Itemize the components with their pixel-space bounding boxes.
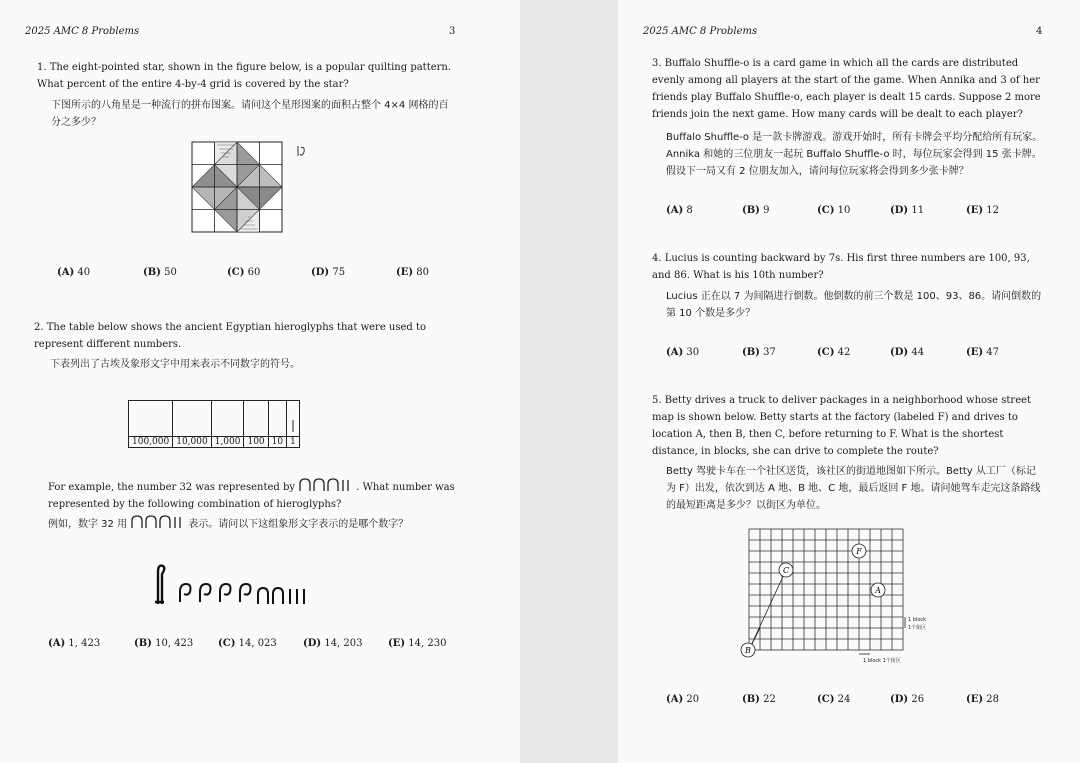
- table-value: 10,000: [173, 437, 212, 448]
- scale-vertical-en: 1 block: [908, 617, 927, 623]
- problem-5-text: 5. Betty drives a truck to deliver packages in a neighborhood whose street map is shown below. Betty starts at the factory (labeled F) and drives to location A, then B, then C, before returning to F. What is the shortest distance, in blocks, she can drive to complete the route?: [652, 395, 1032, 457]
- p2-choice-c[interactable]: (C) 14, 023: [218, 638, 277, 649]
- p5-choice-b[interactable]: (B) 22: [742, 694, 776, 705]
- page-header: 2025 AMC 8 Problems: [25, 26, 140, 37]
- map-label-f: F: [856, 547, 862, 556]
- p4-choice-b[interactable]: (B) 37: [742, 347, 776, 358]
- p1-choice-a[interactable]: (A) 40: [57, 267, 91, 278]
- hieroglyph-cell: [244, 401, 268, 437]
- p4-choice-d[interactable]: (D) 44: [890, 347, 925, 358]
- table-value: 100,000: [129, 437, 173, 448]
- hieroglyph-cell: [268, 401, 286, 437]
- table-value: 1,000: [211, 437, 244, 448]
- table-value: 1: [287, 437, 300, 448]
- hieroglyph-table: [128, 400, 300, 448]
- left-page: [0, 0, 520, 763]
- problem-4-text: 4. Lucius is counting backward by 7s. His first three numbers are 100, 93, and 86. What is his 10th number?: [652, 253, 1030, 281]
- street-map-figure: [738, 520, 968, 670]
- p5-choice-d[interactable]: (D) 26: [890, 694, 925, 705]
- p1-choice-b[interactable]: (B) 50: [143, 267, 177, 278]
- scale-horizontal: 1 block 1个街区: [863, 658, 901, 664]
- p2-choice-d[interactable]: (D) 14, 203: [303, 638, 363, 649]
- hieroglyph-32-icon: [298, 478, 356, 492]
- hieroglyph-cell: [211, 401, 244, 437]
- map-label-b: B: [745, 646, 751, 655]
- p2-choice-a[interactable]: (A) 1, 423: [48, 638, 101, 649]
- p1-choice-e[interactable]: (E) 80: [396, 267, 430, 278]
- p1-choice-c[interactable]: (C) 60: [227, 267, 261, 278]
- p3-choice-c[interactable]: (C) 10: [817, 205, 851, 216]
- p3-choice-d[interactable]: (D) 11: [890, 205, 925, 216]
- hieroglyph-32-icon: [130, 515, 188, 529]
- map-label-a: A: [875, 586, 881, 595]
- table-value: 10: [268, 437, 286, 448]
- problem-2-zh: 下表列出了古埃及象形文字中用来表示不同数字的符号。: [50, 359, 300, 370]
- right-page: [618, 0, 1080, 763]
- problem-2-text: 2. The table below shows the ancient Egyptian hieroglyphs that were used to represent different numbers.: [34, 322, 427, 350]
- page-header: 2025 AMC 8 Problems: [643, 26, 758, 37]
- p4-choice-a[interactable]: (A) 30: [666, 347, 700, 358]
- p5-choice-e[interactable]: (E) 28: [966, 694, 1000, 705]
- page-number: 4: [1036, 26, 1043, 37]
- p4-choice-e[interactable]: (E) 47: [966, 347, 1000, 358]
- problem-4-zh: Lucius 正在以 7 为间隔进行倒数。他倒数的前三个数是 100、93、86。请问倒数的第 10 个数是多少？: [666, 291, 1042, 319]
- problem-3-text: 3. Buffalo Shuffle-o is a card game in which all the cards are distributed evenly among all players at the start of the game. When Annika and 3 of her friends play Buffalo Shuffle-o, each player is dealt 15 cards. Suppose 2 more friends join the next game. How many cards will be dealt to each player?: [652, 58, 1041, 120]
- map-label-c: C: [782, 566, 790, 575]
- example-sentence: For example, the number 32 was represented by . What number was represented by the following combination of hieroglyphs?: [48, 478, 468, 513]
- p5-choice-c[interactable]: (C) 24: [817, 694, 851, 705]
- problem-1-zh: 下图所示的八角星是一种流行的拼布图案。请问这个星形图案的面积占整个 4×4 网格的百分之多少？: [51, 100, 449, 128]
- page-number: 3: [449, 26, 456, 37]
- scale-vertical-zh: 1个街区: [908, 625, 927, 631]
- handwritten-mark-icon: [296, 144, 308, 158]
- p3-choice-a[interactable]: (A) 8: [666, 205, 693, 216]
- table-value: 100: [244, 437, 268, 448]
- problem-3-zh: Buffalo Shuffle-o 是一款卡牌游戏。游戏开始时，所有卡牌会平均分配给所有玩家。Annika 和她的三位朋友一起玩 Buffalo Shuffle-o 时，每位玩家会得到 15 张卡牌。假设下一局又有 2 位朋友加入，请问每位玩家将会得到多少张卡牌？: [666, 132, 1043, 177]
- p3-choice-e[interactable]: (E) 12: [966, 205, 1000, 216]
- hieroglyph-cell: [173, 401, 212, 437]
- p3-choice-b[interactable]: (B) 9: [742, 205, 770, 216]
- p2-choice-e[interactable]: (E) 14, 230: [388, 638, 447, 649]
- hieroglyph-cell: [287, 401, 300, 437]
- hieroglyph-combination-icon: [150, 562, 320, 606]
- p5-choice-a[interactable]: (A) 20: [666, 694, 700, 705]
- hieroglyph-cell: [129, 401, 173, 437]
- problem-5-zh: Betty 驾驶卡车在一个社区送货，该社区的街道地图如下所示。Betty 从工厂（标记为 F）出发，依次到达 A 地、B 地、C 地，最后返回 F 地。请问她驾车走完这条路线的最短距离是多少？以街区为单位。: [666, 466, 1041, 511]
- p4-choice-c[interactable]: (C) 42: [817, 347, 851, 358]
- p1-choice-d[interactable]: (D) 75: [311, 267, 346, 278]
- example-sentence-zh: 例如，数字 32 用 表示。请问以下这组象形文字表示的是哪个数字？: [48, 515, 408, 533]
- problem-1-text: 1. The eight-pointed star, shown in the figure below, is a popular quilting pattern. What percent of the entire 4-by-4 grid is covered by the star?: [37, 62, 452, 90]
- star-quilt-figure: [191, 141, 283, 233]
- p2-choice-b[interactable]: (B) 10, 423: [134, 638, 194, 649]
